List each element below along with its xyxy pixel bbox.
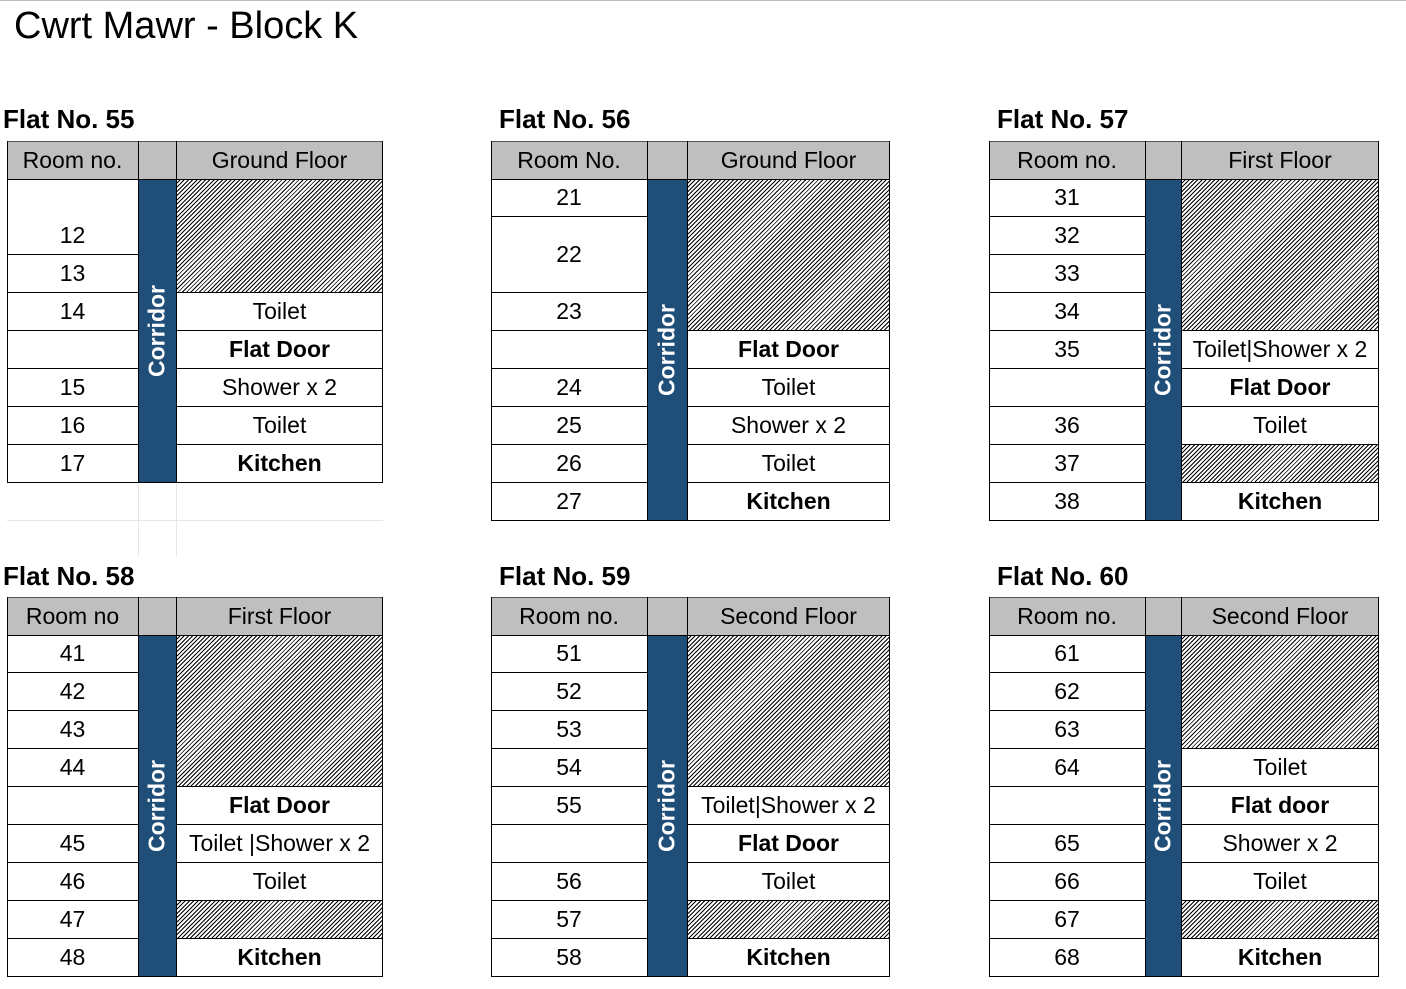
grid-line [138, 141, 139, 483]
room-function-cell: Toilet [176, 407, 383, 445]
room-function-cell: Flat Door [176, 331, 383, 369]
room-number-cell: 57 [491, 901, 647, 939]
hatched-area [176, 179, 383, 293]
room-number-cell: 23 [491, 293, 647, 331]
room-function-cell: Toilet [176, 293, 383, 331]
room-function-cell: Kitchen [1181, 483, 1379, 521]
room-number-cell: 24 [491, 369, 647, 407]
room-number-cell: 58 [491, 939, 647, 977]
corridor-band [647, 635, 687, 977]
room-function-cell: Toilet [176, 863, 383, 901]
room-number-cell: 53 [491, 711, 647, 749]
grid-line [989, 141, 990, 521]
faint-gridline [176, 483, 177, 557]
hatched-area [176, 635, 383, 787]
room-function-cell: Shower x 2 [1181, 825, 1379, 863]
room-number-cell: 66 [989, 863, 1145, 901]
grid-line [7, 482, 383, 483]
room-number-cell: 42 [7, 673, 138, 711]
grid-line [491, 520, 890, 521]
room-number-cell: 64 [989, 749, 1145, 787]
corridor-band [138, 635, 176, 977]
flat-table [989, 597, 1379, 977]
room-number-cell: 44 [7, 749, 138, 787]
room-no-header: Room no [7, 597, 138, 635]
room-number-cell: 16 [7, 407, 138, 445]
room-number-cell: 38 [989, 483, 1145, 521]
room-number-cell: 41 [7, 635, 138, 673]
corridor-label: Corridor [653, 304, 680, 396]
page-title: Cwrt Mawr - Block K [14, 5, 359, 47]
corridor-band [138, 179, 176, 483]
flat-title: Flat No. 58 [3, 561, 135, 591]
grid-line [7, 635, 383, 636]
grid-line [138, 597, 139, 977]
grid-line [1378, 597, 1379, 977]
room-number-cell: 54 [491, 749, 647, 787]
room-number-cell [7, 331, 138, 369]
grid-line [687, 141, 688, 521]
room-number-cell [7, 179, 138, 217]
grid-line [1145, 141, 1146, 521]
floor-header: Second Floor [687, 597, 890, 635]
room-number-cell: 61 [989, 635, 1145, 673]
room-number-cell: 48 [7, 939, 138, 977]
grid-line [889, 597, 890, 977]
grid-line [1145, 597, 1146, 977]
room-function-cell: Flat Door [687, 331, 890, 369]
room-function-cell: Flat door [1181, 787, 1379, 825]
flat-title: Flat No. 57 [997, 104, 1129, 134]
floor-header: First Floor [1181, 141, 1379, 179]
room-number-cell: 43 [7, 711, 138, 749]
room-number-cell: 33 [989, 255, 1145, 293]
grid-line [7, 141, 8, 483]
room-no-header: Room no. [989, 597, 1145, 635]
corridor-band [647, 179, 687, 521]
room-number-cell: 62 [989, 673, 1145, 711]
room-number-cell: 67 [989, 901, 1145, 939]
grid-line [491, 635, 890, 636]
floor-header: Ground Floor [176, 141, 383, 179]
hatched-area [1181, 445, 1379, 483]
room-function-cell: Shower x 2 [176, 369, 383, 407]
room-number-cell: 27 [491, 483, 647, 521]
corridor-header [138, 141, 176, 179]
hatched-area [687, 635, 890, 787]
grid-line [989, 597, 990, 977]
room-number-cell: 13 [7, 255, 138, 293]
room-number-cell: 37 [989, 445, 1145, 483]
room-number-cell: 68 [989, 939, 1145, 977]
room-number-cell: 17 [7, 445, 138, 483]
grid-line [989, 976, 1379, 977]
grid-line [491, 976, 890, 977]
room-function-cell: Toilet |Shower x 2 [176, 825, 383, 863]
room-function-cell: Kitchen [176, 939, 383, 977]
flat-table [491, 141, 890, 521]
flat-title: Flat No. 59 [499, 561, 631, 591]
room-function-cell: Kitchen [687, 483, 890, 521]
corridor-header [1145, 597, 1181, 635]
hatched-area [1181, 635, 1379, 749]
room-function-cell: Toilet [687, 369, 890, 407]
grid-line [382, 141, 383, 483]
hatched-area [1181, 901, 1379, 939]
grid-line [7, 179, 383, 180]
floor-header: Second Floor [1181, 597, 1379, 635]
room-number-cell: 31 [989, 179, 1145, 217]
room-number-cell [491, 825, 647, 863]
grid-line [382, 597, 383, 977]
room-number-cell [491, 331, 647, 369]
corridor-band [1145, 635, 1181, 977]
hatched-area [687, 179, 890, 331]
room-function-cell: Toilet [1181, 407, 1379, 445]
corridor-label: Corridor [143, 760, 170, 852]
grid-line [1181, 141, 1182, 521]
grid-line [491, 141, 492, 521]
corridor-header [138, 597, 176, 635]
room-number-cell: 26 [491, 445, 647, 483]
grid-line [989, 635, 1379, 636]
room-function-cell: Toilet [1181, 863, 1379, 901]
corridor-label: Corridor [143, 285, 170, 377]
grid-line [989, 179, 1379, 180]
room-number-cell: 21 [491, 179, 647, 217]
room-number-cell: 65 [989, 825, 1145, 863]
faint-gridline [7, 520, 383, 521]
grid-line [7, 597, 8, 977]
corridor-header [647, 597, 687, 635]
faint-gridline [138, 483, 139, 557]
grid-line [647, 141, 648, 521]
room-number-cell: 56 [491, 863, 647, 901]
room-number-cell: 46 [7, 863, 138, 901]
room-number-cell: 25 [491, 407, 647, 445]
corridor-label: Corridor [1149, 760, 1176, 852]
flat-title: Flat No. 60 [997, 561, 1129, 591]
room-function-cell: Flat Door [176, 787, 383, 825]
corridor-label: Corridor [653, 760, 680, 852]
grid-line [176, 597, 177, 977]
grid-line [889, 141, 890, 521]
grid-line [989, 520, 1379, 521]
flat-table [989, 141, 1379, 521]
grid-line [176, 141, 177, 483]
room-number-cell: 51 [491, 635, 647, 673]
grid-line [687, 597, 688, 977]
sheet-top-border [0, 0, 1406, 1]
flat-table [491, 597, 890, 977]
hatched-area [687, 901, 890, 939]
floor-header: Ground Floor [687, 141, 890, 179]
room-function-cell: Toilet|Shower x 2 [687, 787, 890, 825]
grid-line [491, 179, 890, 180]
room-number-cell: 55 [491, 787, 647, 825]
corridor-header [1145, 141, 1181, 179]
grid-line [1378, 141, 1379, 521]
room-no-header: Room no. [7, 141, 138, 179]
room-function-cell: Toilet [687, 445, 890, 483]
hatched-area [1181, 179, 1379, 331]
corridor-label: Corridor [1149, 304, 1176, 396]
room-number-cell: 45 [7, 825, 138, 863]
flat-title: Flat No. 55 [3, 104, 135, 134]
room-number-cell [989, 369, 1145, 407]
room-function-cell: Toilet [1181, 749, 1379, 787]
room-number-cell [7, 787, 138, 825]
room-number-cell: 47 [7, 901, 138, 939]
flat-table [7, 141, 383, 483]
flat-table [7, 597, 383, 977]
flat-title: Flat No. 56 [499, 104, 631, 134]
room-number-cell [989, 787, 1145, 825]
grid-line [491, 597, 492, 977]
room-function-cell: Kitchen [1181, 939, 1379, 977]
room-number-cell: 12 [7, 217, 138, 255]
grid-line [647, 597, 648, 977]
room-number-cell: 34 [989, 293, 1145, 331]
room-no-header: Room no. [989, 141, 1145, 179]
corridor-header [647, 141, 687, 179]
room-number-cell: 35 [989, 331, 1145, 369]
room-number-cell: 36 [989, 407, 1145, 445]
room-number-cell: 14 [7, 293, 138, 331]
room-number-cell: 32 [989, 217, 1145, 255]
room-function-cell: Flat Door [687, 825, 890, 863]
room-function-cell: Kitchen [687, 939, 890, 977]
room-function-cell: Toilet|Shower x 2 [1181, 331, 1379, 369]
hatched-area [176, 901, 383, 939]
corridor-band [1145, 179, 1181, 521]
room-number-cell: 63 [989, 711, 1145, 749]
room-no-header: Room No. [491, 141, 647, 179]
grid-line [1181, 597, 1182, 977]
room-function-cell: Toilet [687, 863, 890, 901]
room-function-cell: Kitchen [176, 445, 383, 483]
room-number-cell: 52 [491, 673, 647, 711]
room-no-header: Room no. [491, 597, 647, 635]
room-number-cell: 15 [7, 369, 138, 407]
room-function-cell: Shower x 2 [687, 407, 890, 445]
room-number-cell: 22 [491, 217, 647, 293]
floor-header: First Floor [176, 597, 383, 635]
grid-line [7, 976, 383, 977]
room-function-cell: Flat Door [1181, 369, 1379, 407]
